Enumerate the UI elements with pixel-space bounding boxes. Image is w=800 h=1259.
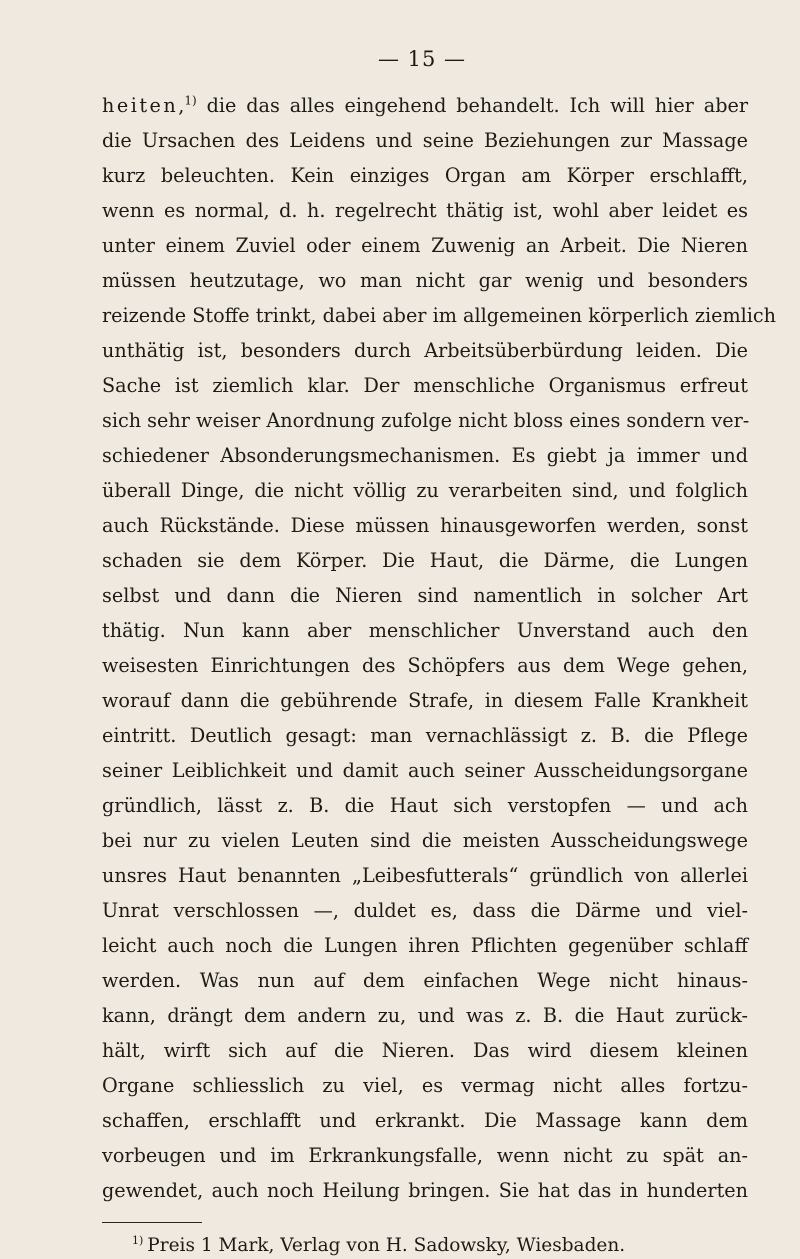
text-line: Organe schliesslich zu viel, es vermag nicht alles fortzu- — [102, 1074, 748, 1097]
footnote-reference: 1) — [184, 93, 197, 108]
text-line: eintritt. Deutlich gesagt: man vernachlässigt z. B. die Pflege — [102, 724, 748, 747]
text-line: überall Dinge, die nicht völlig zu verarbeiten sind, und folglich — [102, 479, 748, 502]
text-line: worauf dann die gebührende Strafe, in diesem Falle Krankheit — [102, 689, 748, 712]
emphasized-word: heiten — [102, 94, 179, 117]
footnote-rule — [102, 1222, 202, 1223]
text-line: selbst und dann die Nieren sind namentlich in solcher Art — [102, 584, 748, 607]
text-line: gewendet, auch noch Heilung bringen. Sie hat das in hunderten — [102, 1179, 748, 1202]
text-line: gründlich, lässt z. B. die Haut sich verstopfen — und ach — [102, 794, 748, 817]
footnote — [102, 1233, 800, 1259]
text-line-first — [102, 88, 748, 123]
text-line: unter einem Zuviel oder einem Zuwenig an Arbeit. Die Nieren — [102, 234, 748, 257]
text-line: hält, wirft sich auf die Nieren. Das wird diesem kleinen — [102, 1039, 748, 1062]
text-line: schaden sie dem Körper. Die Haut, die Därme, die Lungen — [102, 549, 748, 572]
footnote-text: Preis 1 Mark, Verlag von H. Sadowsky, Wiesbaden. — [147, 1235, 626, 1256]
text-line: Sache ist ziemlich klar. Der menschliche Organismus erfreut — [102, 374, 748, 397]
text-line: vorbeugen und im Erkrankungsfalle, wenn nicht zu spät an- — [102, 1144, 748, 1167]
text-line: bei nur zu vielen Leuten sind die meisten Ausscheidungswege — [102, 829, 748, 852]
text-line: sich sehr weiser Anordnung zufolge nicht bloss eines sondern ver- — [102, 409, 750, 432]
text-line: müssen heutzutage, wo man nicht gar wenig und besonders — [102, 269, 748, 292]
text-line: werden. Was nun auf dem einfachen Wege nicht hinaus- — [102, 969, 748, 992]
text-line: schaffen, erschlafft und erkrankt. Die Massage kann dem — [102, 1109, 748, 1132]
text-line: die Ursachen des Leidens und seine Beziehungen zur Massage — [102, 129, 748, 152]
text-line: seiner Leiblichkeit und damit auch seiner Ausscheidungsorgane — [102, 759, 748, 782]
text-line: kurz beleuchten. Kein einziges Organ am Körper erschlafft, — [102, 164, 748, 187]
body-text — [102, 88, 777, 1208]
text-line: reizende Stoffe trinkt, dabei aber im allgemeinen körperlich ziemlich — [102, 304, 777, 327]
first-comma: , — [178, 94, 185, 117]
text-line: thätig. Nun kann aber menschlicher Unverstand auch den — [102, 619, 748, 642]
text-line: kann, drängt dem andern zu, und was z. B. die Haut zurück- — [102, 1004, 748, 1027]
text-line: unsres Haut benannten „Leibesfutterals“ gründlich von allerlei — [102, 864, 748, 887]
text-line: weisesten Einrichtungen des Schöpfers aus dem Wege gehen, — [102, 654, 748, 677]
first-line-rest: die das alles eingehend behandelt. Ich will hier aber — [196, 94, 748, 117]
text-line: schiedener Absonderungsmechanismen. Es giebt ja immer und — [102, 444, 748, 467]
text-line: wenn es normal, d. h. regelrecht thätig ist, wohl aber leidet es — [102, 199, 748, 222]
footnote-mark: 1) — [132, 1233, 144, 1247]
text-line: auch Rückstände. Diese müssen hinausgeworfen werden, sonst — [102, 514, 748, 537]
text-line: leicht auch noch die Lungen ihren Pflichten gegenüber schlaff — [102, 934, 748, 957]
text-line: unthätig ist, besonders durch Arbeitsüberbürdung leiden. Die — [102, 339, 748, 362]
page-number: — 15 — — [377, 47, 467, 71]
text-line: Unrat verschlossen —, duldet es, dass die Därme und viel- — [102, 899, 748, 922]
